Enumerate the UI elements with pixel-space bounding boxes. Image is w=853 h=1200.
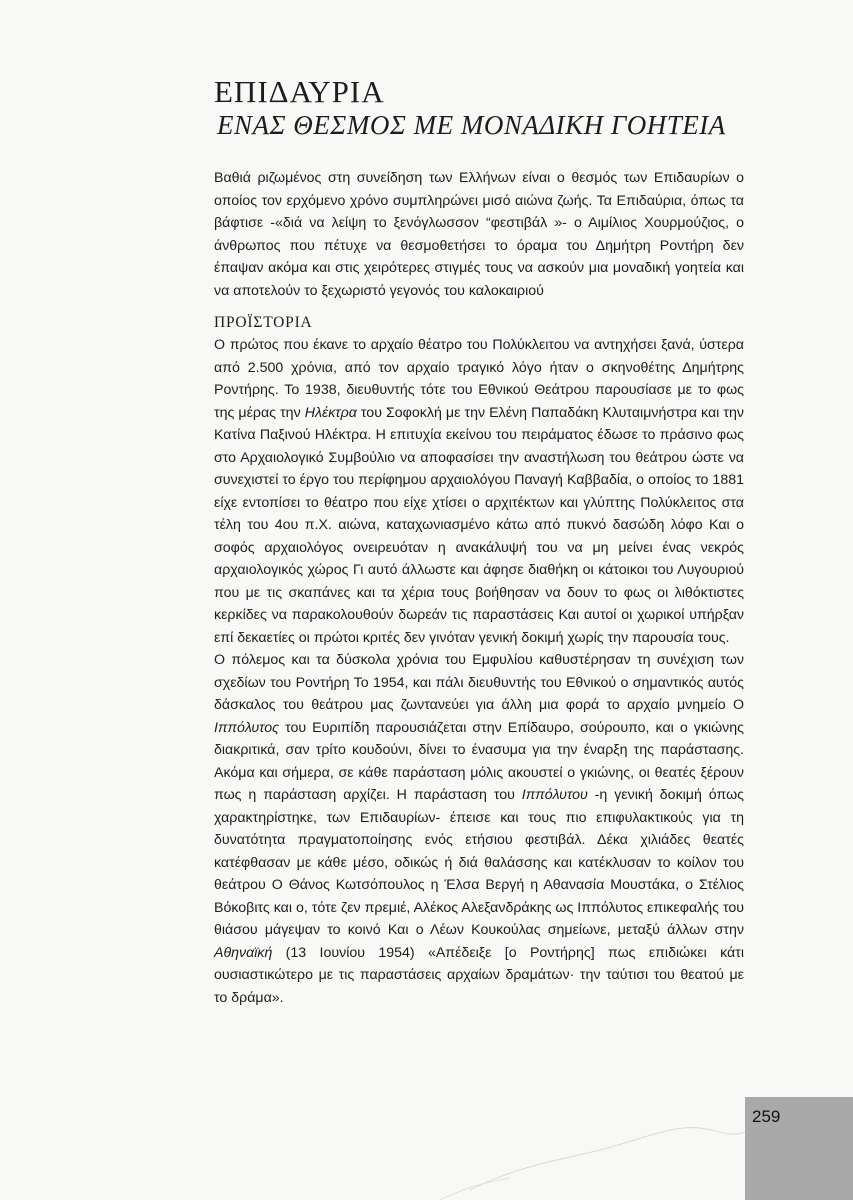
page-number: 259 — [752, 1107, 781, 1126]
text-run: του Ευριπίδη παρουσιάζεται στην Επίδαυρο, σούρουπο, και ο γκιώνης διακριτικά, σαν τρίτο κουδούνι, δίνει το ένασυμα για την έναρξη της παράστασης. Ακόμα και σήμερα, σε κάθε παράσταση μόλις ακουστεί ο γκιώνης, οι θεατές ξέρουν πως η παράσταση αρχίζει. Η παράσταση του — [214, 719, 744, 803]
play-title-ippolytou: Ιππόλυτου — [521, 787, 588, 803]
text-run: Ο πρώτος που έκανε το αρχαίο θέατρο του Πολύκλειτου να αντηχήσει ξανά, ύστερα από 2.500 χρόνια, από τον αρχαίο τραγικό λόγο ήταν ο σκηνοθέτης Δημήτρης Ροντήρης. Το 1938, διευθυντής τότε του Εθνικού Θεάτρου παρουσίασε με το φως της μέρας την — [214, 337, 744, 421]
play-title-ippolytos: Ιππόλυτος — [214, 719, 280, 736]
article-title: ΕΠΙΔΑΥΡΙΑ — [214, 74, 385, 109]
text-run: Ο πόλεμος και τα δύσκολα χρόνια του Εμφυλίου καθυστέρησαν τη συνέχιση των σχεδίων του Ροντήρη Το 1954, και πάλι διευθυντής του Εθνικού ο σημαντικός αυτός δάσκαλος του θεάτρου μας ζωντανεύει για άλλη μια φορά το αρχαίο μνημείο Ο — [214, 652, 744, 713]
play-title-elektra: Ηλέκτρα — [304, 404, 357, 421]
article-body — [214, 167, 744, 1009]
text-run: (13 Ιουνίου 1954) «Απέδειξε [ο Ροντήρης] πως επιδιώκει κάτι ουσιαστικώτερο με τις παραστάσεις αρχαίων δραμάτων· την ταύτισι του θεατού με το δράμα». — [214, 944, 744, 1006]
history-paragraph-2 — [214, 649, 744, 1009]
newspaper-title: Αθηναϊκή — [214, 944, 273, 961]
text-run: -η γενική δοκιμή όπως χαρακτηρίστηκε, των Επιδαυρίων- έπεισε και τους πιο επιφυλακτικούς για τη δυνατότητα πραγματοποίησης ενός ετήσιου φεστιβάλ. Δέκα χιλιάδες θεατές κατέφθασαν με κάθε μέσο, οδικώς ή διά θαλάσσης και κατέκλυσαν το κοίλον του θεάτρου Ο Θάνος Κωτσόπουλος η Έλσα Βεργή η Αθανασία Μουστάκα, ο Στέλιος Βόκοβιτς και ο, τότε ζεν πρεμιέ, Αλέκος Αλεξανδράκης ως Ιππόλυτος επικεφαλής του θιάσου μάγεψαν το κοινό Και ο Λέων Κουκούλας σημείωνε, μεταξύ άλλων στην — [214, 787, 744, 938]
intro-paragraph: Βαθιά ριζωμένος στη συνείδηση των Ελλήνων είναι ο θεσμός των Επιδαυρίων ο οποίος τον ερχόμενο χρόνο συμπληρώνει μισό αιώνα ζωής. Τα Επιδαύρια, όπως τα βάφτισε -«διά να λείψη το ξενόγλωσσον “φεστιβάλ »- ο Αιμίλιος Χουρμούζιος, ο άνθρωπος που πέτυχε να θεσμοθετήσει το όραμα του Δημήτρη Ροντήρη δεν έπαψαν ακόμα και στις χειρότερες στιγμές τους να ασκούν μια μοναδική γοητεία και να αποτελούν το ξεχωριστό γεγονός του καλοκαιριού — [214, 170, 744, 299]
page-number-box — [745, 1097, 853, 1200]
article-subtitle: ΕΝΑΣ ΘΕΣΜΟΣ ΜΕ ΜΟΝΑΔΙΚΗ ΓΟΗΤΕΙΑ — [217, 110, 726, 140]
text-run: του Σοφοκλή με την Ελένη Παπαδάκη Κλυταιμνήστρα και την Κατίνα Παξινού Ηλέκτρα. Η επιτυχία εκείνου του πειράματος έδωσε το πράσινο φως στο Αρχαιολογικό Συμβούλιο να αποφασίσει την αναστήλωση του θεάτρου ώστε να συνεχιστεί το έργο του περίφημου αρχαιολόγου Παναγή Καββαδία, ο οποίος το 1881 είχε εντοπίσει το θέατρο που είχε χτίσει ο αρχιτέκτων και γλύπτης Πολύκλειτος στα τέλη του 4ου π.Χ. αιώνα, καταχωνιασμένο κάτω από πυκνό δασώδη λόφο Και ο σοφός αρχαιολόγος ονειρευόταν η ανακάλυψή του να μη μείνει ένας νεκρός αρχαιολογικός χώρος Γι αυτό άλλωστε και άφησε διαθήκη οι κάτοικοι του Λυγουριού που με τις σκαπάνες και τα χέρια τους βοήθησαν να δουν το φως οι λιθόκτιστες κερκίδες να παρακολουθούν δωρεάν τις παραστάσεις Και αυτοί οι χωρικοί υπήρξαν επί δεκαετίες οι πρώτοι κριτές δεν γινόταν γενική δοκιμή χωρίς την παρουσία τους. — [214, 404, 744, 646]
section-heading: ΠΡΟΪΣΤΟΡΙΑ — [214, 314, 313, 331]
history-paragraph-1 — [214, 334, 744, 649]
